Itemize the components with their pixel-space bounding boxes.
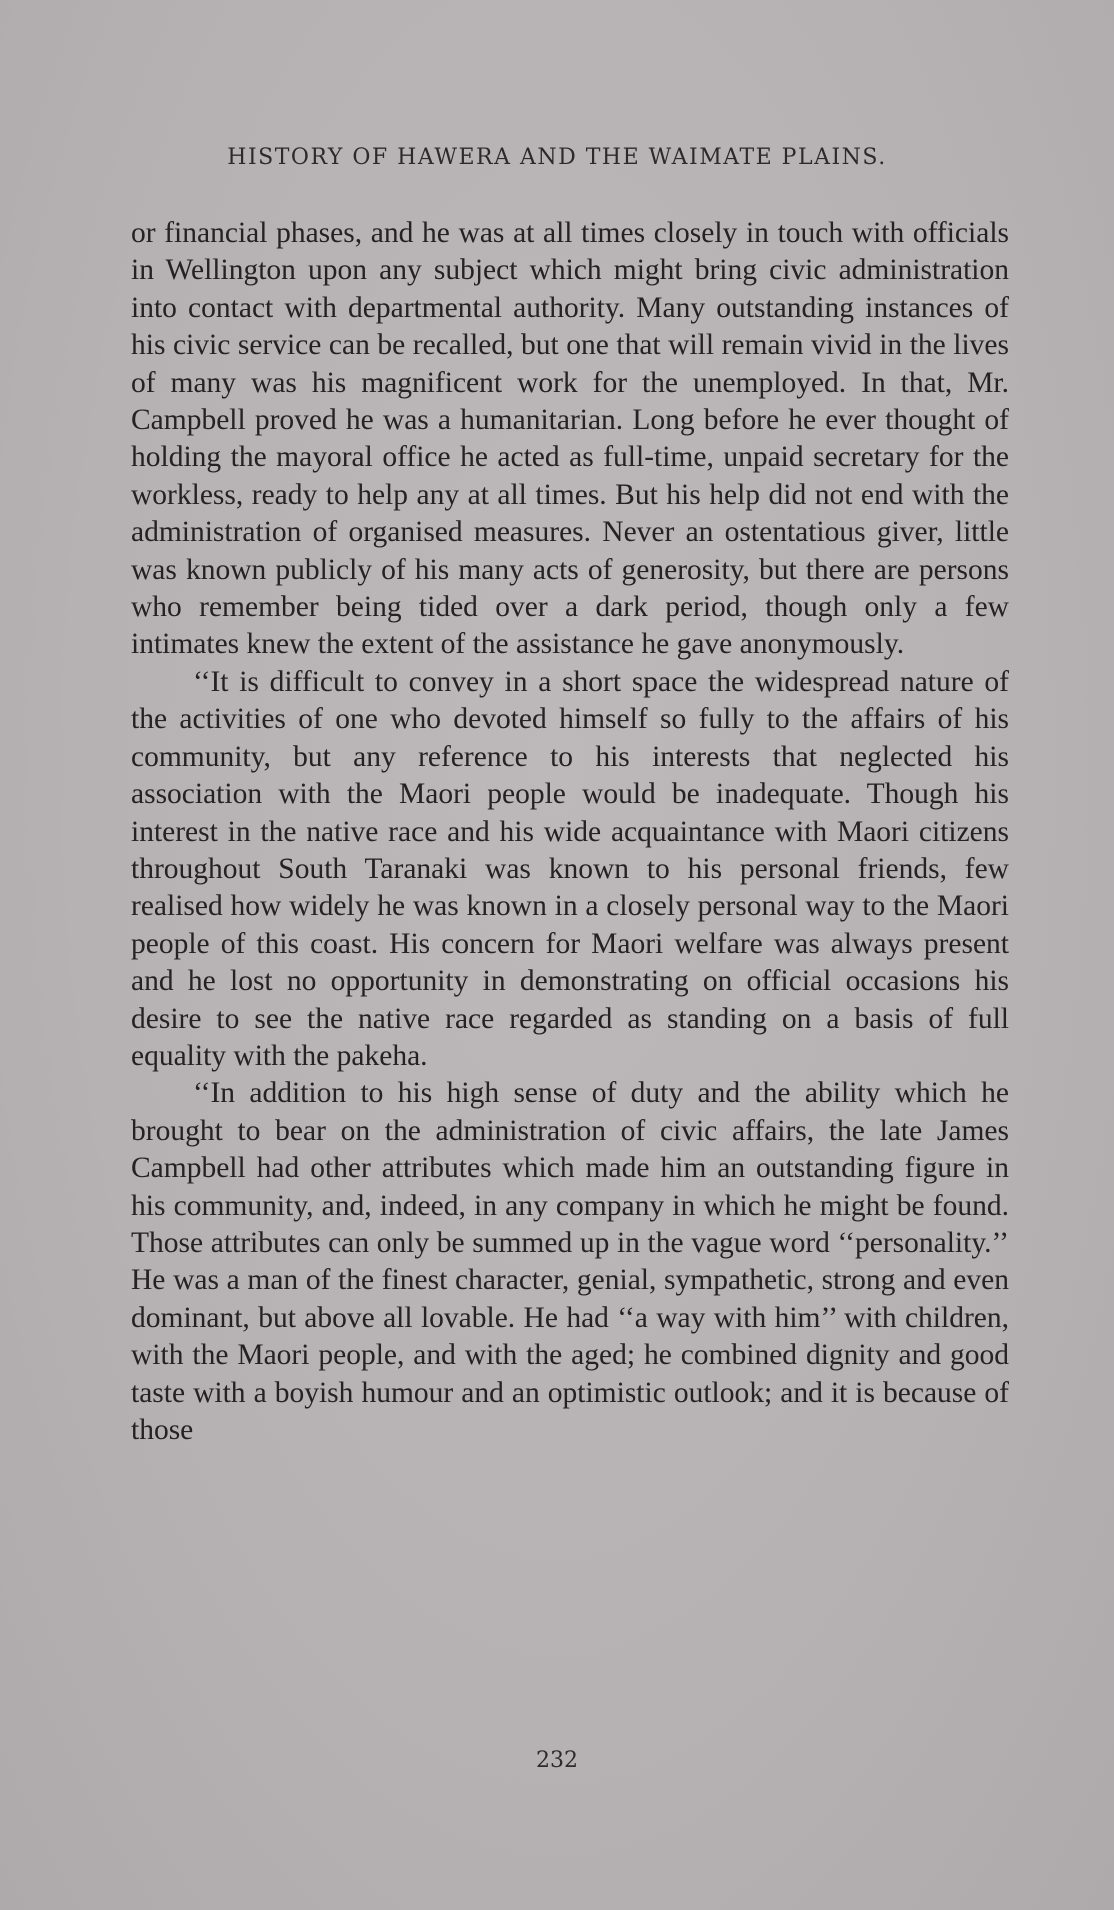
paragraph: ‘‘In addition to his high sense of duty and the ability which he brought to bear on the administration of civic affairs, the late James Campbell had other attributes which made him an outstanding figure in his community, and, indeed, in any company in which he might be found. Those attributes can only be summed up in the vague word ‘‘personality.’’ He was a man of the finest character, genial, sympathetic, strong and even dominant, but above all lovable. He had ‘‘a way with him’’ with children, with the Maori people, and with the aged; he combined dignity and good taste with a boyish humour and an optimistic outlook; and it is because of those — [131, 1077, 1009, 1446]
running-head: HISTORY OF HAWERA AND THE WAIMATE PLAINS. — [227, 145, 887, 170]
paragraph: ‘‘It is difficult to convey in a short space the widespread nature of the activities of one who devoted himself so fully to the affairs of his community, but any reference to his interests that neglected his association with the Maori people would be inadequate. Though his interest in the native race and his wide acquaintance with Maori citizens throughout South Taranaki was known to his personal friends, few realised how widely he was known in a closely personal way to the Maori people of this coast. His concern for Maori welfare was always present and he lost no opportunity in demonstrating on official occasions his desire to see the native race regarded as standing on a basis of full equality with the pakeha. — [131, 665, 1009, 1072]
paragraph: or financial phases, and he was at all times closely in touch with officials in Wellington upon any subject which might bring civic administration into contact with departmental authority. Many outstanding instances of his civic service can be recalled, but one that will remain vivid in the lives of many was his magnificent work for the unemployed. In that, Mr. Campbell proved he was a humanitarian. Long before he ever thought of holding the mayoral office he acted as full-time, unpaid secretary for the workless, ready to help any at all times. But his help did not end with the administration of organised measures. Never an ostentatious giver, little was known publicly of his many acts of generosity, but there are persons who remember being tided over a dark period, though only a few intimates knew the extent of the assistance he gave anonymously. — [131, 217, 1009, 661]
body-text — [131, 215, 1009, 1449]
page-number: 232 — [536, 1748, 578, 1773]
